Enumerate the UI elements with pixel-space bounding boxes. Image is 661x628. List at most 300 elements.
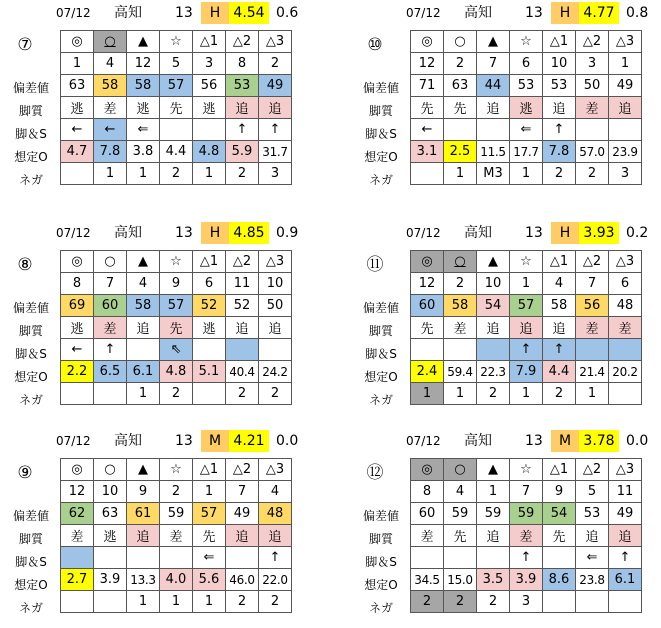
running-style-cell: 追 (226, 317, 259, 339)
race-header (352, 2, 652, 26)
expected-odds-cell: 3.1 (411, 141, 444, 163)
expected-odds-cell: 23.8 (576, 569, 609, 591)
race-value: 0.2 (626, 225, 649, 241)
row-label-odds: 想定O (14, 370, 48, 384)
race-header (352, 430, 652, 454)
horse-number-cell: 9 (543, 481, 576, 503)
negative-cell (609, 383, 642, 405)
leg-speed-cell: ⇐ (193, 547, 226, 569)
row-label-dev: 偏差値 (12, 81, 49, 95)
running-style-cell: 先 (193, 525, 226, 547)
running-style-cell: 差 (61, 525, 94, 547)
race-class: M (551, 430, 579, 452)
horse-number-cell: 2 (259, 53, 292, 75)
horse-number-cell: 2 (160, 481, 193, 503)
running-style-cell: 逃 (94, 525, 127, 547)
race-class: H (201, 2, 229, 24)
race-date: 07/12 (56, 226, 91, 240)
race-grid (410, 250, 642, 405)
expected-odds-cell: 3.9 (94, 569, 127, 591)
grid-row-nega (61, 591, 292, 613)
mark-cell: ▲ (477, 31, 510, 53)
mark-cell: △3 (609, 459, 642, 481)
negative-cell: 2 (543, 383, 576, 405)
row-label-legs: 脚＆S (15, 555, 47, 569)
leg-speed-cell: ↑ (543, 119, 576, 141)
mark-cell: △3 (609, 31, 642, 53)
negative-cell: 1 (127, 591, 160, 613)
horse-number-cell: 8 (61, 273, 94, 295)
leg-speed-cell (444, 339, 477, 361)
running-style-cell: 追 (127, 525, 160, 547)
leg-speed-cell: ← (61, 119, 94, 141)
deviation-cell: 57 (160, 295, 193, 317)
grid-row-odds (61, 141, 292, 163)
race-date: 07/12 (406, 434, 441, 448)
negative-cell (94, 383, 127, 405)
race-number-badge: ⑪ (366, 255, 384, 275)
running-style-cell: 差 (576, 317, 609, 339)
deviation-cell: 52 (226, 295, 259, 317)
mark-cell: ▲ (477, 459, 510, 481)
leg-speed-cell (444, 547, 477, 569)
running-style-cell: 追 (543, 317, 576, 339)
grid-row-odds (411, 569, 642, 591)
race-class: H (201, 222, 229, 244)
row-label-legs: 脚＆S (365, 127, 397, 141)
grid-row-horse (411, 53, 642, 75)
running-style-cell: 追 (477, 97, 510, 119)
expected-odds-cell: 46.0 (226, 569, 259, 591)
field-size: 13 (525, 225, 543, 241)
grid-row-style (411, 317, 642, 339)
leg-speed-cell: ↑ (609, 547, 642, 569)
leg-speed-cell (193, 339, 226, 361)
grid-row-horse (411, 481, 642, 503)
deviation-cell: 50 (259, 295, 292, 317)
grid-row-mark (61, 31, 292, 53)
expected-odds-cell: 2.7 (61, 569, 94, 591)
expected-odds-cell: 40.4 (226, 361, 259, 383)
negative-cell: 1 (444, 383, 477, 405)
expected-odds-cell: 20.2 (609, 361, 642, 383)
horse-number-cell: 5 (160, 53, 193, 75)
row-label-legs: 脚＆S (15, 347, 47, 361)
negative-cell: M3 (477, 163, 510, 185)
race-number-badge: ⑦ (17, 35, 33, 55)
grid-row-legs (411, 339, 642, 361)
race-index: 4.54 (229, 2, 269, 24)
deviation-cell: 57 (160, 75, 193, 97)
negative-cell: 2 (226, 383, 259, 405)
running-style-cell: 追 (510, 317, 543, 339)
horse-number-cell: 10 (477, 273, 510, 295)
deviation-cell: 59 (477, 503, 510, 525)
mark-cell: ◎ (61, 459, 94, 481)
field-size: 13 (525, 5, 543, 21)
negative-cell: 2 (477, 591, 510, 613)
running-style-cell: 差 (576, 97, 609, 119)
leg-speed-cell: ↑ (510, 339, 543, 361)
grid-row-dev (411, 503, 642, 525)
expected-odds-cell: 59.4 (444, 361, 477, 383)
expected-odds-cell: 4.8 (193, 141, 226, 163)
running-style-cell: 逃 (193, 97, 226, 119)
deviation-cell: 48 (609, 295, 642, 317)
leg-speed-cell (477, 339, 510, 361)
negative-cell (576, 591, 609, 613)
leg-speed-cell (193, 119, 226, 141)
running-style-cell: 先 (411, 317, 444, 339)
expected-odds-cell: 11.5 (477, 141, 510, 163)
deviation-cell: 59 (510, 503, 543, 525)
deviation-cell: 63 (94, 503, 127, 525)
leg-speed-cell: ⇖ (160, 339, 193, 361)
deviation-cell: 48 (259, 503, 292, 525)
race-number-badge: ⑨ (17, 463, 33, 483)
running-style-cell: 先 (160, 317, 193, 339)
mark-cell: ◎ (411, 459, 444, 481)
race-value: 0.9 (276, 225, 299, 241)
expected-odds-cell: 31.7 (259, 141, 292, 163)
running-style-cell: 逃 (193, 317, 226, 339)
row-label-nega: ネガ (368, 601, 393, 615)
leg-speed-cell (609, 119, 642, 141)
deviation-cell: 71 (411, 75, 444, 97)
race-venue: 高知 (114, 433, 142, 449)
mark-cell: ◎ (411, 31, 444, 53)
expected-odds-cell: 7.8 (94, 141, 127, 163)
mark-cell: △1 (193, 459, 226, 481)
mark-cell: △2 (576, 31, 609, 53)
mark-cell: ▲ (127, 31, 160, 53)
row-label-dev: 偏差値 (12, 301, 49, 315)
horse-number-cell: 8 (226, 53, 259, 75)
grid-row-style (411, 97, 642, 119)
race-value: 0.0 (626, 433, 649, 449)
running-style-cell: 追 (477, 317, 510, 339)
race-class: H (551, 2, 579, 24)
negative-cell: 1 (94, 163, 127, 185)
row-label-dev: 偏差値 (362, 509, 399, 523)
deviation-cell: 69 (61, 295, 94, 317)
expected-odds-cell: 4.8 (160, 361, 193, 383)
mark-cell: ○ (444, 459, 477, 481)
leg-speed-cell: ⇐ (127, 119, 160, 141)
mark-cell: △2 (576, 251, 609, 273)
mark-cell: △1 (543, 31, 576, 53)
row-label-style: 脚質 (368, 324, 393, 338)
deviation-cell: 61 (127, 503, 160, 525)
negative-cell: 2 (477, 383, 510, 405)
row-label-dev: 偏差値 (362, 301, 399, 315)
leg-speed-cell: ↑ (259, 547, 292, 569)
running-style-cell: 追 (609, 97, 642, 119)
deviation-cell: 63 (444, 75, 477, 97)
running-style-cell: 差 (444, 317, 477, 339)
grid-row-nega (61, 163, 292, 185)
race-header (2, 2, 302, 26)
mark-cell: ○ (94, 251, 127, 273)
running-style-cell: 先 (444, 97, 477, 119)
leg-speed-cell (259, 339, 292, 361)
row-label-odds: 想定O (364, 578, 398, 592)
horse-number-cell: 11 (609, 481, 642, 503)
running-style-cell: 差 (510, 525, 543, 547)
race-venue: 高知 (114, 5, 142, 21)
mark-cell: ☆ (160, 459, 193, 481)
mark-cell: ◎ (411, 251, 444, 273)
grid-row-horse (411, 273, 642, 295)
leg-speed-cell: ↑ (259, 119, 292, 141)
running-style-cell: 追 (259, 97, 292, 119)
race-number-badge: ⑫ (366, 463, 384, 483)
horse-number-cell: 10 (259, 273, 292, 295)
race-class: H (551, 222, 579, 244)
horse-number-cell: 1 (510, 273, 543, 295)
negative-cell: 3 (510, 591, 543, 613)
deviation-cell: 58 (127, 75, 160, 97)
deviation-cell: 52 (193, 295, 226, 317)
deviation-cell: 49 (259, 75, 292, 97)
expected-odds-cell: 8.6 (543, 569, 576, 591)
expected-odds-cell: 4.0 (160, 569, 193, 591)
race-value: 0.6 (276, 5, 299, 21)
race-class: M (201, 430, 229, 452)
negative-cell: 1 (411, 383, 444, 405)
expected-odds-cell: 3.8 (127, 141, 160, 163)
race-value: 0.0 (276, 433, 299, 449)
expected-odds-cell: 17.7 (510, 141, 543, 163)
deviation-cell: 54 (543, 503, 576, 525)
mark-cell: ○ (94, 31, 127, 53)
mark-cell: △1 (193, 251, 226, 273)
deviation-cell: 56 (576, 295, 609, 317)
grid-row-legs (61, 119, 292, 141)
leg-speed-cell (477, 547, 510, 569)
race-grid (410, 30, 642, 185)
running-style-cell: 差 (94, 97, 127, 119)
row-label-style: 脚質 (18, 324, 43, 338)
mark-cell: △1 (543, 251, 576, 273)
horse-number-cell: 3 (576, 53, 609, 75)
grid-row-legs (411, 547, 642, 569)
negative-cell (543, 591, 576, 613)
horse-number-cell: 3 (193, 53, 226, 75)
race-date: 07/12 (406, 6, 441, 20)
expected-odds-cell: 6.5 (94, 361, 127, 383)
negative-cell (609, 591, 642, 613)
leg-speed-cell (609, 339, 642, 361)
leg-speed-cell (543, 547, 576, 569)
expected-odds-cell: 5.9 (226, 141, 259, 163)
deviation-cell: 49 (226, 503, 259, 525)
horse-number-cell: 12 (411, 273, 444, 295)
deviation-cell: 63 (61, 75, 94, 97)
row-label-nega: ネガ (368, 173, 393, 187)
row-label-nega: ネガ (18, 173, 43, 187)
negative-cell: 2 (226, 163, 259, 185)
race-date: 07/12 (56, 6, 91, 20)
row-label-legs: 脚＆S (15, 127, 47, 141)
race-grid (410, 458, 642, 613)
deviation-cell: 44 (477, 75, 510, 97)
horse-number-cell: 6 (609, 273, 642, 295)
leg-speed-cell (444, 119, 477, 141)
mark-cell: ○ (94, 459, 127, 481)
horse-number-cell: 10 (94, 481, 127, 503)
expected-odds-cell: 5.6 (193, 569, 226, 591)
row-label-odds: 想定O (364, 150, 398, 164)
expected-odds-cell: 2.4 (411, 361, 444, 383)
negative-cell: 2 (160, 383, 193, 405)
deviation-cell: 58 (444, 295, 477, 317)
horse-number-cell: 1 (61, 53, 94, 75)
deviation-cell: 57 (193, 503, 226, 525)
expected-odds-cell: 7.9 (510, 361, 543, 383)
horse-number-cell: 4 (127, 273, 160, 295)
expected-odds-cell: 6.1 (127, 361, 160, 383)
mark-cell: ▲ (127, 251, 160, 273)
horse-number-cell: 7 (226, 481, 259, 503)
grid-row-horse (61, 53, 292, 75)
row-label-legs: 脚＆S (365, 555, 397, 569)
running-style-cell: 逃 (127, 97, 160, 119)
field-size: 13 (175, 225, 193, 241)
horse-number-cell: 4 (259, 481, 292, 503)
negative-cell: 3 (609, 163, 642, 185)
leg-speed-cell (127, 547, 160, 569)
race-value: 0.8 (626, 5, 649, 21)
row-label-nega: ネガ (18, 601, 43, 615)
leg-speed-cell (226, 339, 259, 361)
running-style-cell: 追 (609, 525, 642, 547)
mark-cell: △1 (193, 31, 226, 53)
row-label-style: 脚質 (18, 532, 43, 546)
running-style-cell: 追 (226, 525, 259, 547)
negative-cell: 1 (510, 163, 543, 185)
expected-odds-cell: 21.4 (576, 361, 609, 383)
mark-cell: ☆ (160, 31, 193, 53)
grid-row-mark (411, 31, 642, 53)
negative-cell (193, 383, 226, 405)
expected-odds-cell: 2.5 (444, 141, 477, 163)
running-style-cell: 追 (259, 317, 292, 339)
grid-row-legs (411, 119, 642, 141)
field-size: 13 (175, 433, 193, 449)
race-number-badge: ⑧ (17, 255, 33, 275)
horse-number-cell: 2 (444, 273, 477, 295)
leg-speed-cell (576, 339, 609, 361)
grid-row-odds (411, 141, 642, 163)
row-label-dev: 偏差値 (12, 509, 49, 523)
running-style-cell: 先 (411, 97, 444, 119)
row-label-odds: 想定O (14, 578, 48, 592)
running-style-cell: 差 (411, 525, 444, 547)
leg-speed-cell (94, 547, 127, 569)
grid-row-dev (411, 295, 642, 317)
negative-cell (61, 591, 94, 613)
leg-speed-cell (576, 119, 609, 141)
field-size: 13 (175, 5, 193, 21)
horse-number-cell: 2 (444, 53, 477, 75)
leg-speed-cell (411, 339, 444, 361)
mark-cell: △3 (259, 31, 292, 53)
expected-odds-cell: 5.1 (193, 361, 226, 383)
race-date: 07/12 (406, 226, 441, 240)
leg-speed-cell (411, 547, 444, 569)
leg-speed-cell (127, 339, 160, 361)
row-label-style: 脚質 (368, 532, 393, 546)
running-style-cell: 追 (127, 317, 160, 339)
horse-number-cell: 7 (576, 273, 609, 295)
horse-number-cell: 7 (94, 273, 127, 295)
negative-cell: 1 (193, 163, 226, 185)
race-index: 4.85 (229, 222, 269, 244)
negative-cell: 2 (160, 163, 193, 185)
race-header (352, 222, 652, 246)
leg-speed-cell (160, 547, 193, 569)
row-label-style: 脚質 (368, 104, 393, 118)
deviation-cell: 58 (94, 75, 127, 97)
expected-odds-cell: 3.5 (477, 569, 510, 591)
horse-number-cell: 7 (510, 481, 543, 503)
expected-odds-cell: 3.9 (510, 569, 543, 591)
deviation-cell: 58 (127, 295, 160, 317)
mark-cell: ▲ (477, 251, 510, 273)
grid-row-legs (61, 547, 292, 569)
negative-cell (61, 383, 94, 405)
horse-number-cell: 1 (609, 53, 642, 75)
grid-row-dev (61, 503, 292, 525)
horse-number-cell: 10 (543, 53, 576, 75)
grid-row-dev (61, 295, 292, 317)
grid-row-horse (61, 481, 292, 503)
leg-speed-cell: ↑ (543, 339, 576, 361)
running-style-cell: 差 (609, 317, 642, 339)
horse-number-cell: 4 (444, 481, 477, 503)
mark-cell: ▲ (127, 459, 160, 481)
deviation-cell: 60 (94, 295, 127, 317)
running-style-cell: 先 (160, 97, 193, 119)
row-label-odds: 想定O (364, 370, 398, 384)
deviation-cell: 54 (477, 295, 510, 317)
expected-odds-cell: 2.2 (61, 361, 94, 383)
grid-row-nega (411, 163, 642, 185)
negative-cell: 1 (193, 591, 226, 613)
horse-number-cell: 7 (477, 53, 510, 75)
running-style-cell: 差 (160, 525, 193, 547)
race-index: 4.21 (229, 430, 269, 452)
negative-cell: 1 (444, 163, 477, 185)
horse-number-cell: 4 (543, 273, 576, 295)
grid-row-style (411, 525, 642, 547)
grid-row-style (61, 317, 292, 339)
race-index: 4.77 (579, 2, 619, 24)
grid-row-horse (61, 273, 292, 295)
negative-cell: 1 (576, 383, 609, 405)
deviation-cell: 50 (576, 75, 609, 97)
leg-speed-cell: ← (411, 119, 444, 141)
race-grid (60, 30, 292, 185)
deviation-cell: 62 (61, 503, 94, 525)
deviation-cell: 57 (510, 295, 543, 317)
mark-cell: ◎ (61, 251, 94, 273)
row-label-odds: 想定O (14, 150, 48, 164)
running-style-cell: 差 (94, 317, 127, 339)
negative-cell: 2 (444, 591, 477, 613)
horse-number-cell: 5 (576, 481, 609, 503)
